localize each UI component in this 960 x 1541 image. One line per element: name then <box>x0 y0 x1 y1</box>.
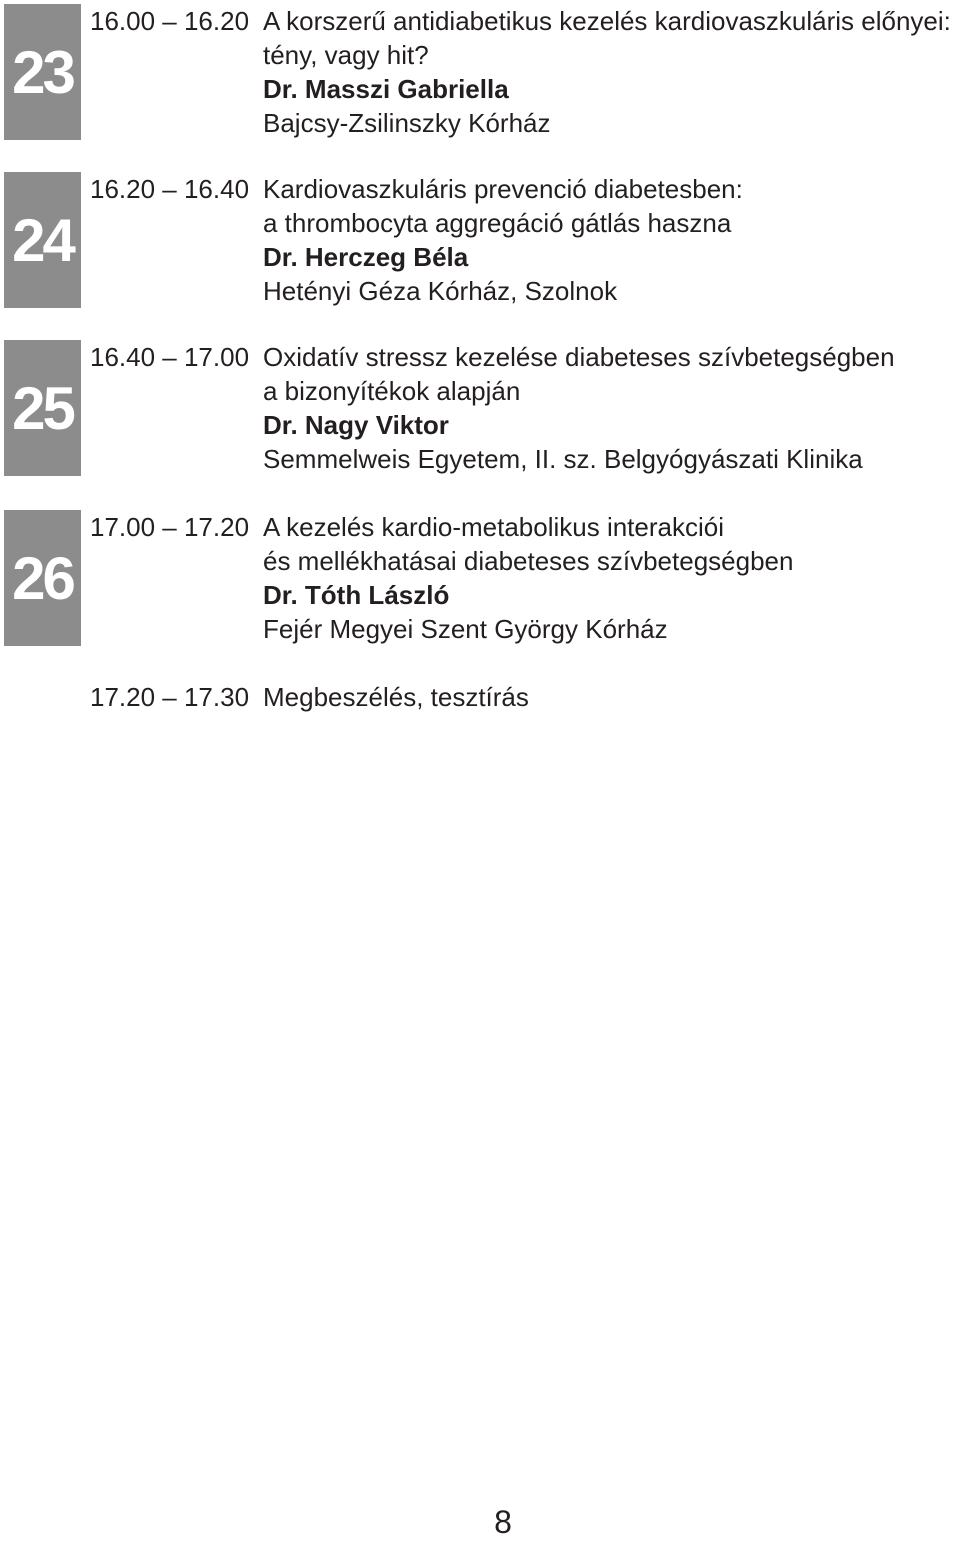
session-time: 16.20 – 16.40 <box>90 174 250 204</box>
session-number-badge: 23 <box>4 4 81 140</box>
session-affiliation: Hetényi Géza Kórház, Szolnok <box>263 276 618 306</box>
session-title-line: tény, vagy hit? <box>263 40 429 70</box>
session-speaker: Dr. Tóth László <box>263 580 450 610</box>
session-title-line: a thrombocyta aggregáció gátlás haszna <box>263 208 732 238</box>
session-speaker: Dr. Masszi Gabriella <box>263 74 509 104</box>
session-affiliation: Semmelweis Egyetem, II. sz. Belgyógyászati Klinika <box>263 444 863 474</box>
closing-content <box>263 680 958 714</box>
session-time: 16.00 – 16.20 <box>90 6 250 36</box>
session-content <box>263 340 958 476</box>
session-title-line: a bizonyítékok alapján <box>263 376 521 406</box>
session-speaker: Dr. Nagy Viktor <box>263 410 449 440</box>
session-content <box>263 4 958 140</box>
page-number: 8 <box>494 1504 512 1540</box>
session-number-badge: 24 <box>4 172 81 308</box>
session-title-line: A kezelés kardio-metabolikus interakciói <box>263 512 724 542</box>
closing-time: 17.20 – 17.30 <box>90 682 250 712</box>
closing-title: Megbeszélés, tesztírás <box>263 682 529 712</box>
session-content <box>263 172 958 308</box>
session-time: 17.00 – 17.20 <box>90 512 250 542</box>
session-number-badge: 26 <box>4 510 81 646</box>
session-affiliation: Fejér Megyei Szent György Kórház <box>263 614 668 644</box>
session-time: 16.40 – 17.00 <box>90 342 250 372</box>
session-speaker: Dr. Herczeg Béla <box>263 242 469 272</box>
session-title-line: A korszerű antidiabetikus kezelés kardiovaszkuláris előnyei: <box>263 6 951 36</box>
session-title-line: Oxidatív stressz kezelése diabeteses szívbetegségben <box>263 342 895 372</box>
session-number-badge: 25 <box>4 340 81 476</box>
session-title-line: Kardiovaszkuláris prevenció diabetesben: <box>263 174 743 204</box>
session-affiliation: Bajcsy-Zsilinszky Kórház <box>263 108 551 138</box>
session-title-line: és mellékhatásai diabeteses szívbetegségben <box>263 546 794 576</box>
session-content <box>263 510 958 646</box>
